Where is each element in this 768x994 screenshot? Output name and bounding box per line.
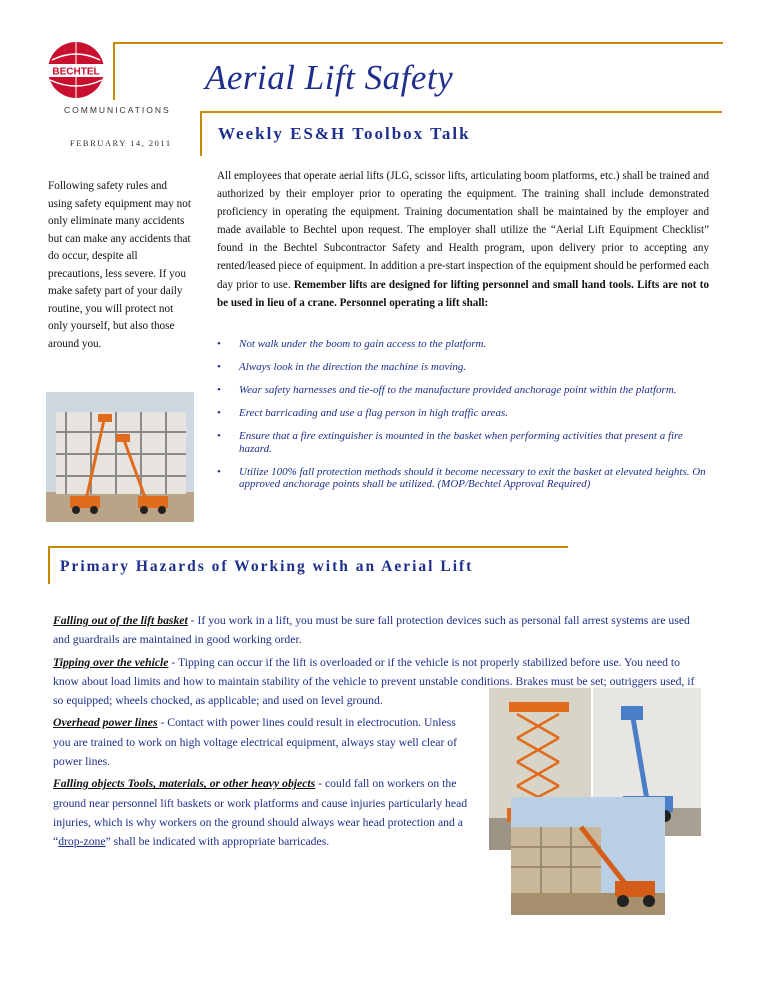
intro-paragraph xyxy=(217,167,709,312)
department-label: COMMUNICATIONS xyxy=(64,105,171,115)
hazard-text: Contact with power lines could result in electrocution. Unless you are trained to work on high voltage electrical equipment, always stay well clear of power lines. xyxy=(53,716,458,769)
divider xyxy=(113,42,723,44)
divider xyxy=(48,546,568,548)
divider xyxy=(200,111,202,156)
hazard-heading: Tipping over the vehicle xyxy=(53,655,169,669)
hazard-separator: - xyxy=(187,614,198,627)
page-title: Aerial Lift Safety xyxy=(205,58,454,97)
rules-list xyxy=(215,338,710,501)
divider xyxy=(200,111,722,113)
hazard-item xyxy=(53,713,473,771)
hazard-item xyxy=(53,611,703,650)
list-item xyxy=(215,466,710,491)
bullet-icon: • xyxy=(217,465,221,478)
hazard-separator: - xyxy=(315,777,325,791)
drop-zone-link[interactable]: drop-zone xyxy=(58,835,106,849)
list-item xyxy=(215,384,710,397)
bullet-icon: • xyxy=(217,430,221,442)
issue-date: FEBRUARY 14, 2011 xyxy=(70,138,172,148)
section-title: Primary Hazards of Working with an Aerial Lift xyxy=(60,558,474,575)
intro-text: All employees that operate aerial lifts (JLG, scissor lifts, articulating boom platforms, etc.) shall be trained and authorized by their employer prior to operating the equipment. The training shall include demonstrated proficiency in operating the equipment. Training documentation shall be maintained by the employer and made available to Bechtel upon request. The employer shall utilize the “Aerial Lift Equipment Checklist” found in the Bechtel Subcontractor Safety and Health program, upon delivery prior to accepting any rented/leased piece of equipment. In addition a pre-start inspection of the equipment should be performed each day prior to use. xyxy=(217,170,709,291)
list-item xyxy=(215,407,710,420)
hazard-heading: Falling out of the lift basket xyxy=(53,614,188,627)
divider xyxy=(48,546,50,584)
hazard-heading: Falling objects Tools, materials, or other heavy objects xyxy=(53,777,316,791)
list-item xyxy=(215,338,710,351)
hazard-text: could fall on workers on the ground near personnel lift baskets or work platforms and cause injuries particularly head injuries, which is why workers on the ground should always wear head protection and a “ xyxy=(53,777,468,849)
bullet-icon: • xyxy=(217,361,221,373)
hazard-heading: Overhead power lines xyxy=(53,716,158,730)
sidebar-quote: Following safety rules and using safety equipment may not only eliminate many accidents but can make any accidents that do occur, despite all precautions, less severe. If you make safety part of your daily routine, you will protect not only yourself, but also those around you. xyxy=(48,180,191,350)
list-item xyxy=(215,430,710,455)
logo-text: BECHTEL xyxy=(52,66,100,78)
list-item-text: Ensure that a fire extinguisher is mounted in the basket when performing activities that present a fire hazard. xyxy=(239,430,683,455)
list-item-text: Not walk under the boom to gain access to the platform. xyxy=(239,338,487,350)
hazard-separator: - xyxy=(157,716,168,730)
list-item-text: Wear safety harnesses and tie-off to the manufacture provided anchorage point within the platform. xyxy=(239,384,677,396)
list-item-text: Erect barricading and use a flag person in high traffic areas. xyxy=(239,407,508,419)
list-item-text: Always look in the direction the machine is moving. xyxy=(239,361,467,373)
bullet-icon: • xyxy=(217,338,221,350)
hazard-separator: - xyxy=(168,655,178,669)
hazard-text: If you work in a lift, you must be sure fall protection devices such as personal fall arrest systems are used and guardrails are maintained in good working order. xyxy=(53,614,690,647)
hazard-text: Tipping can occur if the lift is overloaded or if the vehicle is not properly stabilized before use. You need to know about load limits and how to maintain stability of the vehicle to prevent unstable conditions. Brakes must be set; outriggers used, if so equipped; wheels chocked, as applicable; and used on level ground. xyxy=(53,655,695,708)
intro-bold-text: Remember lifts are designed for lifting personnel and small hand tools. Lifts are not to be used in lieu of a crane. Personnel operating a lift shall: xyxy=(217,278,709,309)
bullet-icon: • xyxy=(217,384,221,396)
hazard-text-tail: ” shall be indicated with appropriate barricades. xyxy=(105,835,330,849)
list-item-text: Utilize 100% fall protection methods should it become necessary to exit the basket at elevated heights. On approved anchorage points shall be utilized. (MOP/Bechtel Approval Required) xyxy=(239,465,706,490)
divider xyxy=(113,42,115,100)
telehandler-photo xyxy=(511,797,665,915)
bechtel-logo xyxy=(44,38,108,102)
list-item xyxy=(215,361,710,374)
bullet-icon: • xyxy=(217,407,221,419)
construction-site-photo xyxy=(46,392,194,522)
hazard-item xyxy=(53,774,473,851)
page-subtitle: Weekly ES&H Toolbox Talk xyxy=(218,124,471,143)
